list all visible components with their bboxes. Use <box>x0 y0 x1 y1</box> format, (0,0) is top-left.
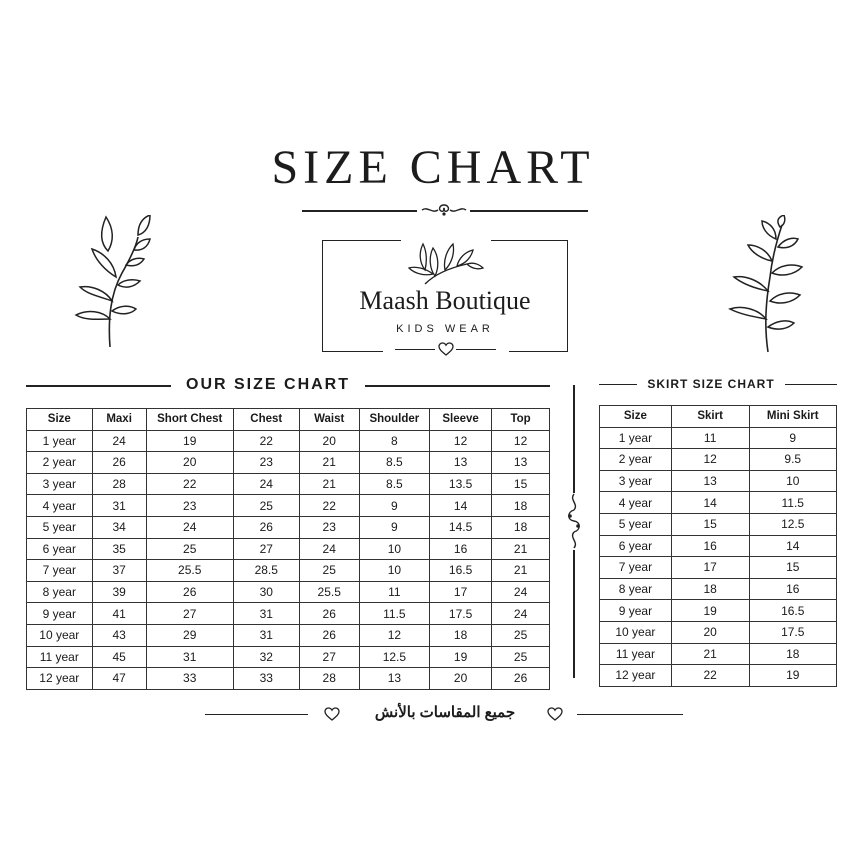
measurement-cell: 25 <box>492 624 550 646</box>
size-cell: 11 year <box>27 646 93 668</box>
size-cell: 4 year <box>600 492 672 514</box>
logo-divider-left <box>395 349 435 350</box>
measurement-cell: 18 <box>492 516 550 538</box>
main-heading-rule-left <box>26 385 171 387</box>
measurement-cell: 22 <box>299 495 359 517</box>
measurement-cell: 8.5 <box>359 473 429 495</box>
measurement-cell: 26 <box>92 452 146 474</box>
skirt-chart-heading: SKIRT SIZE CHART <box>638 377 784 391</box>
measurement-cell: 31 <box>146 646 233 668</box>
measurement-cell: 23 <box>233 452 299 474</box>
size-cell: 12 year <box>600 665 672 687</box>
measurement-cell: 13 <box>359 668 429 690</box>
measurement-cell: 20 <box>146 452 233 474</box>
vertical-divider-top <box>573 385 575 493</box>
size-cell: 10 year <box>600 621 672 643</box>
size-cell: 3 year <box>600 470 672 492</box>
size-cell: 3 year <box>27 473 93 495</box>
measurement-cell: 24 <box>492 581 550 603</box>
table-row <box>27 473 550 495</box>
scroll-ornament-icon <box>420 201 468 219</box>
measurement-cell: 21 <box>299 473 359 495</box>
brand-tagline: KIDS WEAR <box>396 323 494 335</box>
leaf-branch-icon <box>72 215 152 350</box>
measurement-cell: 17.5 <box>430 603 492 625</box>
measurement-cell: 30 <box>233 581 299 603</box>
column-header: Chest <box>233 409 299 431</box>
column-header: Mini Skirt <box>749 406 837 428</box>
measurement-cell: 33 <box>146 668 233 690</box>
measurement-cell: 35 <box>92 538 146 560</box>
measurement-cell: 22 <box>671 665 749 687</box>
measurement-cell: 9 <box>749 427 837 449</box>
size-cell: 10 year <box>27 624 93 646</box>
measurement-cell: 43 <box>92 624 146 646</box>
measurement-cell: 12.5 <box>359 646 429 668</box>
measurement-cell: 14 <box>430 495 492 517</box>
measurement-cell: 20 <box>299 430 359 452</box>
column-header: Waist <box>299 409 359 431</box>
measurement-cell: 17.5 <box>749 621 837 643</box>
measurement-cell: 31 <box>92 495 146 517</box>
table-row <box>600 449 837 471</box>
measurement-cell: 11.5 <box>359 603 429 625</box>
logo-divider-right <box>456 349 496 350</box>
column-header: Top <box>492 409 550 431</box>
column-header: Skirt <box>671 406 749 428</box>
measurement-cell: 24 <box>233 473 299 495</box>
measurement-cell: 13.5 <box>430 473 492 495</box>
table-row <box>600 470 837 492</box>
measurement-cell: 12 <box>492 430 550 452</box>
measurement-cell: 26 <box>492 668 550 690</box>
table-row <box>600 557 837 579</box>
size-cell: 8 year <box>27 581 93 603</box>
measurement-cell: 24 <box>92 430 146 452</box>
measurement-cell: 20 <box>671 621 749 643</box>
table-row <box>27 581 550 603</box>
measurement-cell: 34 <box>92 516 146 538</box>
column-header: Short Chest <box>146 409 233 431</box>
measurement-cell: 26 <box>146 581 233 603</box>
measurement-cell: 24 <box>299 538 359 560</box>
measurement-cell: 25.5 <box>146 560 233 582</box>
skirt-heading-rule-left <box>599 384 637 385</box>
measurement-cell: 25.5 <box>299 581 359 603</box>
measurement-cell: 28 <box>299 668 359 690</box>
measurement-unit-note: جميع المقاسات بالأنش <box>374 704 516 721</box>
size-cell: 9 year <box>600 600 672 622</box>
measurement-cell: 13 <box>671 470 749 492</box>
table-row <box>600 578 837 600</box>
title-divider-left <box>302 210 417 212</box>
measurement-cell: 11 <box>359 581 429 603</box>
size-cell: 12 year <box>27 668 93 690</box>
measurement-cell: 16 <box>671 535 749 557</box>
column-header: Sleeve <box>430 409 492 431</box>
measurement-cell: 13 <box>430 452 492 474</box>
table-row <box>600 621 837 643</box>
measurement-cell: 15 <box>749 557 837 579</box>
measurement-cell: 10 <box>359 560 429 582</box>
vertical-divider-bottom <box>573 550 575 678</box>
table-row <box>600 513 837 535</box>
measurement-cell: 12.5 <box>749 513 837 535</box>
measurement-cell: 26 <box>299 603 359 625</box>
measurement-cell: 12 <box>671 449 749 471</box>
table-row <box>27 538 550 560</box>
size-cell: 9 year <box>27 603 93 625</box>
measurement-cell: 33 <box>233 668 299 690</box>
measurement-cell: 25 <box>146 538 233 560</box>
table-row <box>27 603 550 625</box>
measurement-cell: 21 <box>492 538 550 560</box>
measurement-cell: 27 <box>233 538 299 560</box>
measurement-cell: 14 <box>671 492 749 514</box>
measurement-cell: 21 <box>492 560 550 582</box>
title-divider-right <box>470 210 588 212</box>
column-header: Maxi <box>92 409 146 431</box>
measurement-cell: 9 <box>359 495 429 517</box>
measurement-cell: 27 <box>299 646 359 668</box>
table-row <box>600 600 837 622</box>
measurement-cell: 28.5 <box>233 560 299 582</box>
measurement-cell: 24 <box>146 516 233 538</box>
measurement-cell: 32 <box>233 646 299 668</box>
measurement-cell: 18 <box>492 495 550 517</box>
table-row <box>27 452 550 474</box>
measurement-cell: 14 <box>749 535 837 557</box>
table-row <box>600 643 837 665</box>
scroll-ornament-icon <box>563 492 585 550</box>
measurement-cell: 23 <box>146 495 233 517</box>
measurement-cell: 18 <box>430 624 492 646</box>
size-cell: 11 year <box>600 643 672 665</box>
size-cell: 8 year <box>600 578 672 600</box>
measurement-cell: 28 <box>92 473 146 495</box>
size-cell: 5 year <box>600 513 672 535</box>
measurement-cell: 11 <box>671 427 749 449</box>
measurement-cell: 21 <box>299 452 359 474</box>
measurement-cell: 31 <box>233 624 299 646</box>
skirt-heading-rule-right <box>785 384 837 385</box>
measurement-cell: 16.5 <box>749 600 837 622</box>
measurement-cell: 15 <box>671 513 749 535</box>
column-header: Size <box>600 406 672 428</box>
heart-icon <box>324 707 340 721</box>
measurement-cell: 8 <box>359 430 429 452</box>
size-cell: 7 year <box>27 560 93 582</box>
measurement-cell: 47 <box>92 668 146 690</box>
measurement-cell: 24 <box>492 603 550 625</box>
brand-name: Maash Boutique <box>359 286 531 315</box>
measurement-cell: 25 <box>299 560 359 582</box>
measurement-cell: 26 <box>233 516 299 538</box>
measurement-cell: 29 <box>146 624 233 646</box>
measurement-cell: 45 <box>92 646 146 668</box>
table-header-row <box>27 409 550 431</box>
size-cell: 2 year <box>27 452 93 474</box>
size-cell: 1 year <box>27 430 93 452</box>
measurement-cell: 12 <box>430 430 492 452</box>
size-cell: 2 year <box>600 449 672 471</box>
measurement-cell: 22 <box>146 473 233 495</box>
size-cell: 5 year <box>27 516 93 538</box>
measurement-cell: 18 <box>749 643 837 665</box>
measurement-cell: 41 <box>92 603 146 625</box>
table-row <box>27 516 550 538</box>
table-row <box>600 665 837 687</box>
measurement-cell: 13 <box>492 452 550 474</box>
page-title: SIZE CHART <box>271 141 595 194</box>
size-cell: 6 year <box>600 535 672 557</box>
measurement-cell: 8.5 <box>359 452 429 474</box>
table-row <box>27 646 550 668</box>
measurement-cell: 12 <box>359 624 429 646</box>
size-cell: 4 year <box>27 495 93 517</box>
measurement-cell: 15 <box>492 473 550 495</box>
measurement-cell: 19 <box>146 430 233 452</box>
measurement-cell: 31 <box>233 603 299 625</box>
column-header: Size <box>27 409 93 431</box>
measurement-cell: 26 <box>299 624 359 646</box>
measurement-cell: 18 <box>671 578 749 600</box>
table-row <box>27 624 550 646</box>
measurement-cell: 19 <box>671 600 749 622</box>
size-cell: 7 year <box>600 557 672 579</box>
measurement-cell: 25 <box>492 646 550 668</box>
heart-icon <box>547 707 563 721</box>
measurement-cell: 25 <box>233 495 299 517</box>
heart-icon <box>438 342 454 356</box>
measurement-cell: 9 <box>359 516 429 538</box>
table-row <box>27 430 550 452</box>
measurement-cell: 19 <box>430 646 492 668</box>
measurement-cell: 20 <box>430 668 492 690</box>
measurement-cell: 39 <box>92 581 146 603</box>
measurement-cell: 27 <box>146 603 233 625</box>
measurement-cell: 22 <box>233 430 299 452</box>
table-row <box>27 668 550 690</box>
skirt-size-table <box>599 405 837 687</box>
footer-rule-right <box>577 714 683 715</box>
column-header: Shoulder <box>359 409 429 431</box>
table-row <box>27 560 550 582</box>
footer-rule-left <box>205 714 308 715</box>
measurement-cell: 10 <box>359 538 429 560</box>
main-heading-rule-right <box>365 385 550 387</box>
table-row <box>600 427 837 449</box>
table-row <box>27 495 550 517</box>
measurement-cell: 23 <box>299 516 359 538</box>
main-size-table <box>26 408 550 690</box>
measurement-cell: 9.5 <box>749 449 837 471</box>
size-cell: 6 year <box>27 538 93 560</box>
measurement-cell: 10 <box>749 470 837 492</box>
leaf-branch-icon <box>722 215 807 355</box>
table-row <box>600 492 837 514</box>
measurement-cell: 17 <box>671 557 749 579</box>
main-chart-heading: OUR SIZE CHART <box>172 376 364 394</box>
size-cell: 1 year <box>600 427 672 449</box>
measurement-cell: 16 <box>430 538 492 560</box>
table-header-row <box>600 406 837 428</box>
measurement-cell: 19 <box>749 665 837 687</box>
measurement-cell: 11.5 <box>749 492 837 514</box>
leaf-branch-icon <box>405 234 485 286</box>
measurement-cell: 17 <box>430 581 492 603</box>
measurement-cell: 21 <box>671 643 749 665</box>
measurement-cell: 16 <box>749 578 837 600</box>
measurement-cell: 37 <box>92 560 146 582</box>
measurement-cell: 14.5 <box>430 516 492 538</box>
measurement-cell: 16.5 <box>430 560 492 582</box>
table-row <box>600 535 837 557</box>
